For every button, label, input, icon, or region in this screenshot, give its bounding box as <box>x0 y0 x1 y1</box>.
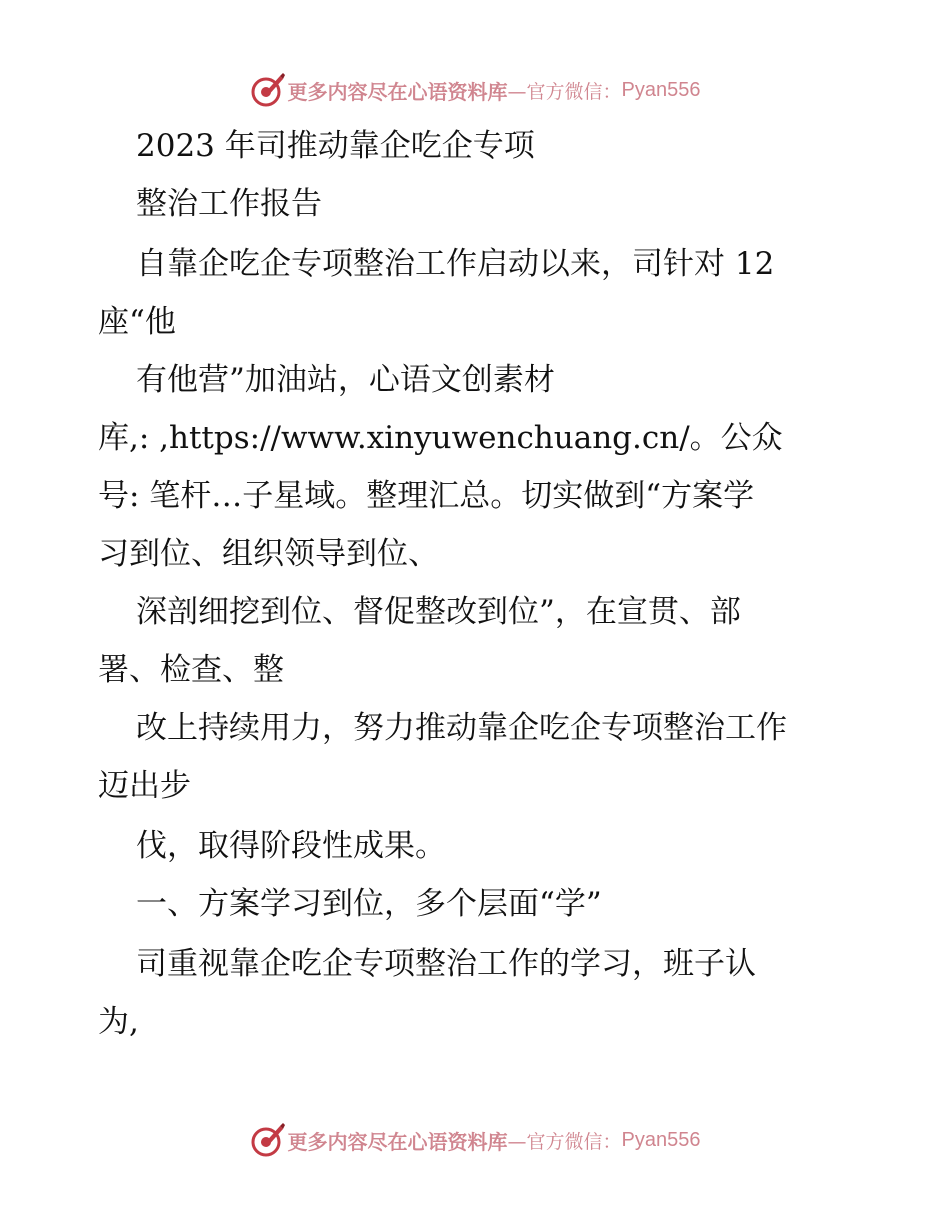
doc-line: 习到位、组织领导到位、 <box>98 536 439 572</box>
doc-title-line-2: 整治工作报告 <box>136 186 322 222</box>
doc-title-line-1: 2023 年司推动靠企吃企专项 <box>136 128 535 164</box>
watermark-official: —官方微信： <box>507 1130 622 1153</box>
doc-line: 座“他 <box>98 304 176 340</box>
doc-line: 迈出步 <box>98 768 191 804</box>
doc-line: 伐，取得阶段性成果。 <box>136 828 446 864</box>
doc-section-heading: 一、方案学习到位，多个层面“学” <box>136 886 602 922</box>
watermark-official: —官方微信： <box>507 80 622 103</box>
doc-line: 自靠企吃企专项整治工作启动以来，司针对 12 <box>136 246 775 282</box>
watermark-brand: 更多内容尽在心语资料库 <box>287 79 508 104</box>
doc-line: 司重视靠企吃企专项整治工作的学习，班子认 <box>136 946 756 982</box>
doc-line: 改上持续用力，努力推动靠企吃企专项整治工作 <box>136 710 787 746</box>
doc-line: 为, <box>98 1004 139 1040</box>
doc-line: 有他营”加油站，心语文创素材 <box>136 362 555 398</box>
watermark-brand: 更多内容尽在心语资料库 <box>287 1129 508 1154</box>
footer-watermark <box>0 1120 950 1160</box>
pen-logo-icon <box>250 1122 286 1158</box>
doc-line: 库,: ,https://www.xinyuwenchuang.cn/。公众 <box>98 420 783 456</box>
watermark-wechat-id: Pyan556 <box>621 78 701 101</box>
watermark-wechat-id: Pyan556 <box>621 1128 701 1151</box>
doc-line: 深剖细挖到位、督促整改到位”，在宣贯、部 <box>136 594 741 630</box>
doc-line: 号: 笔杆…子星域。整理汇总。切实做到“方案学 <box>98 478 755 514</box>
doc-line: 署、检查、整 <box>98 652 284 688</box>
